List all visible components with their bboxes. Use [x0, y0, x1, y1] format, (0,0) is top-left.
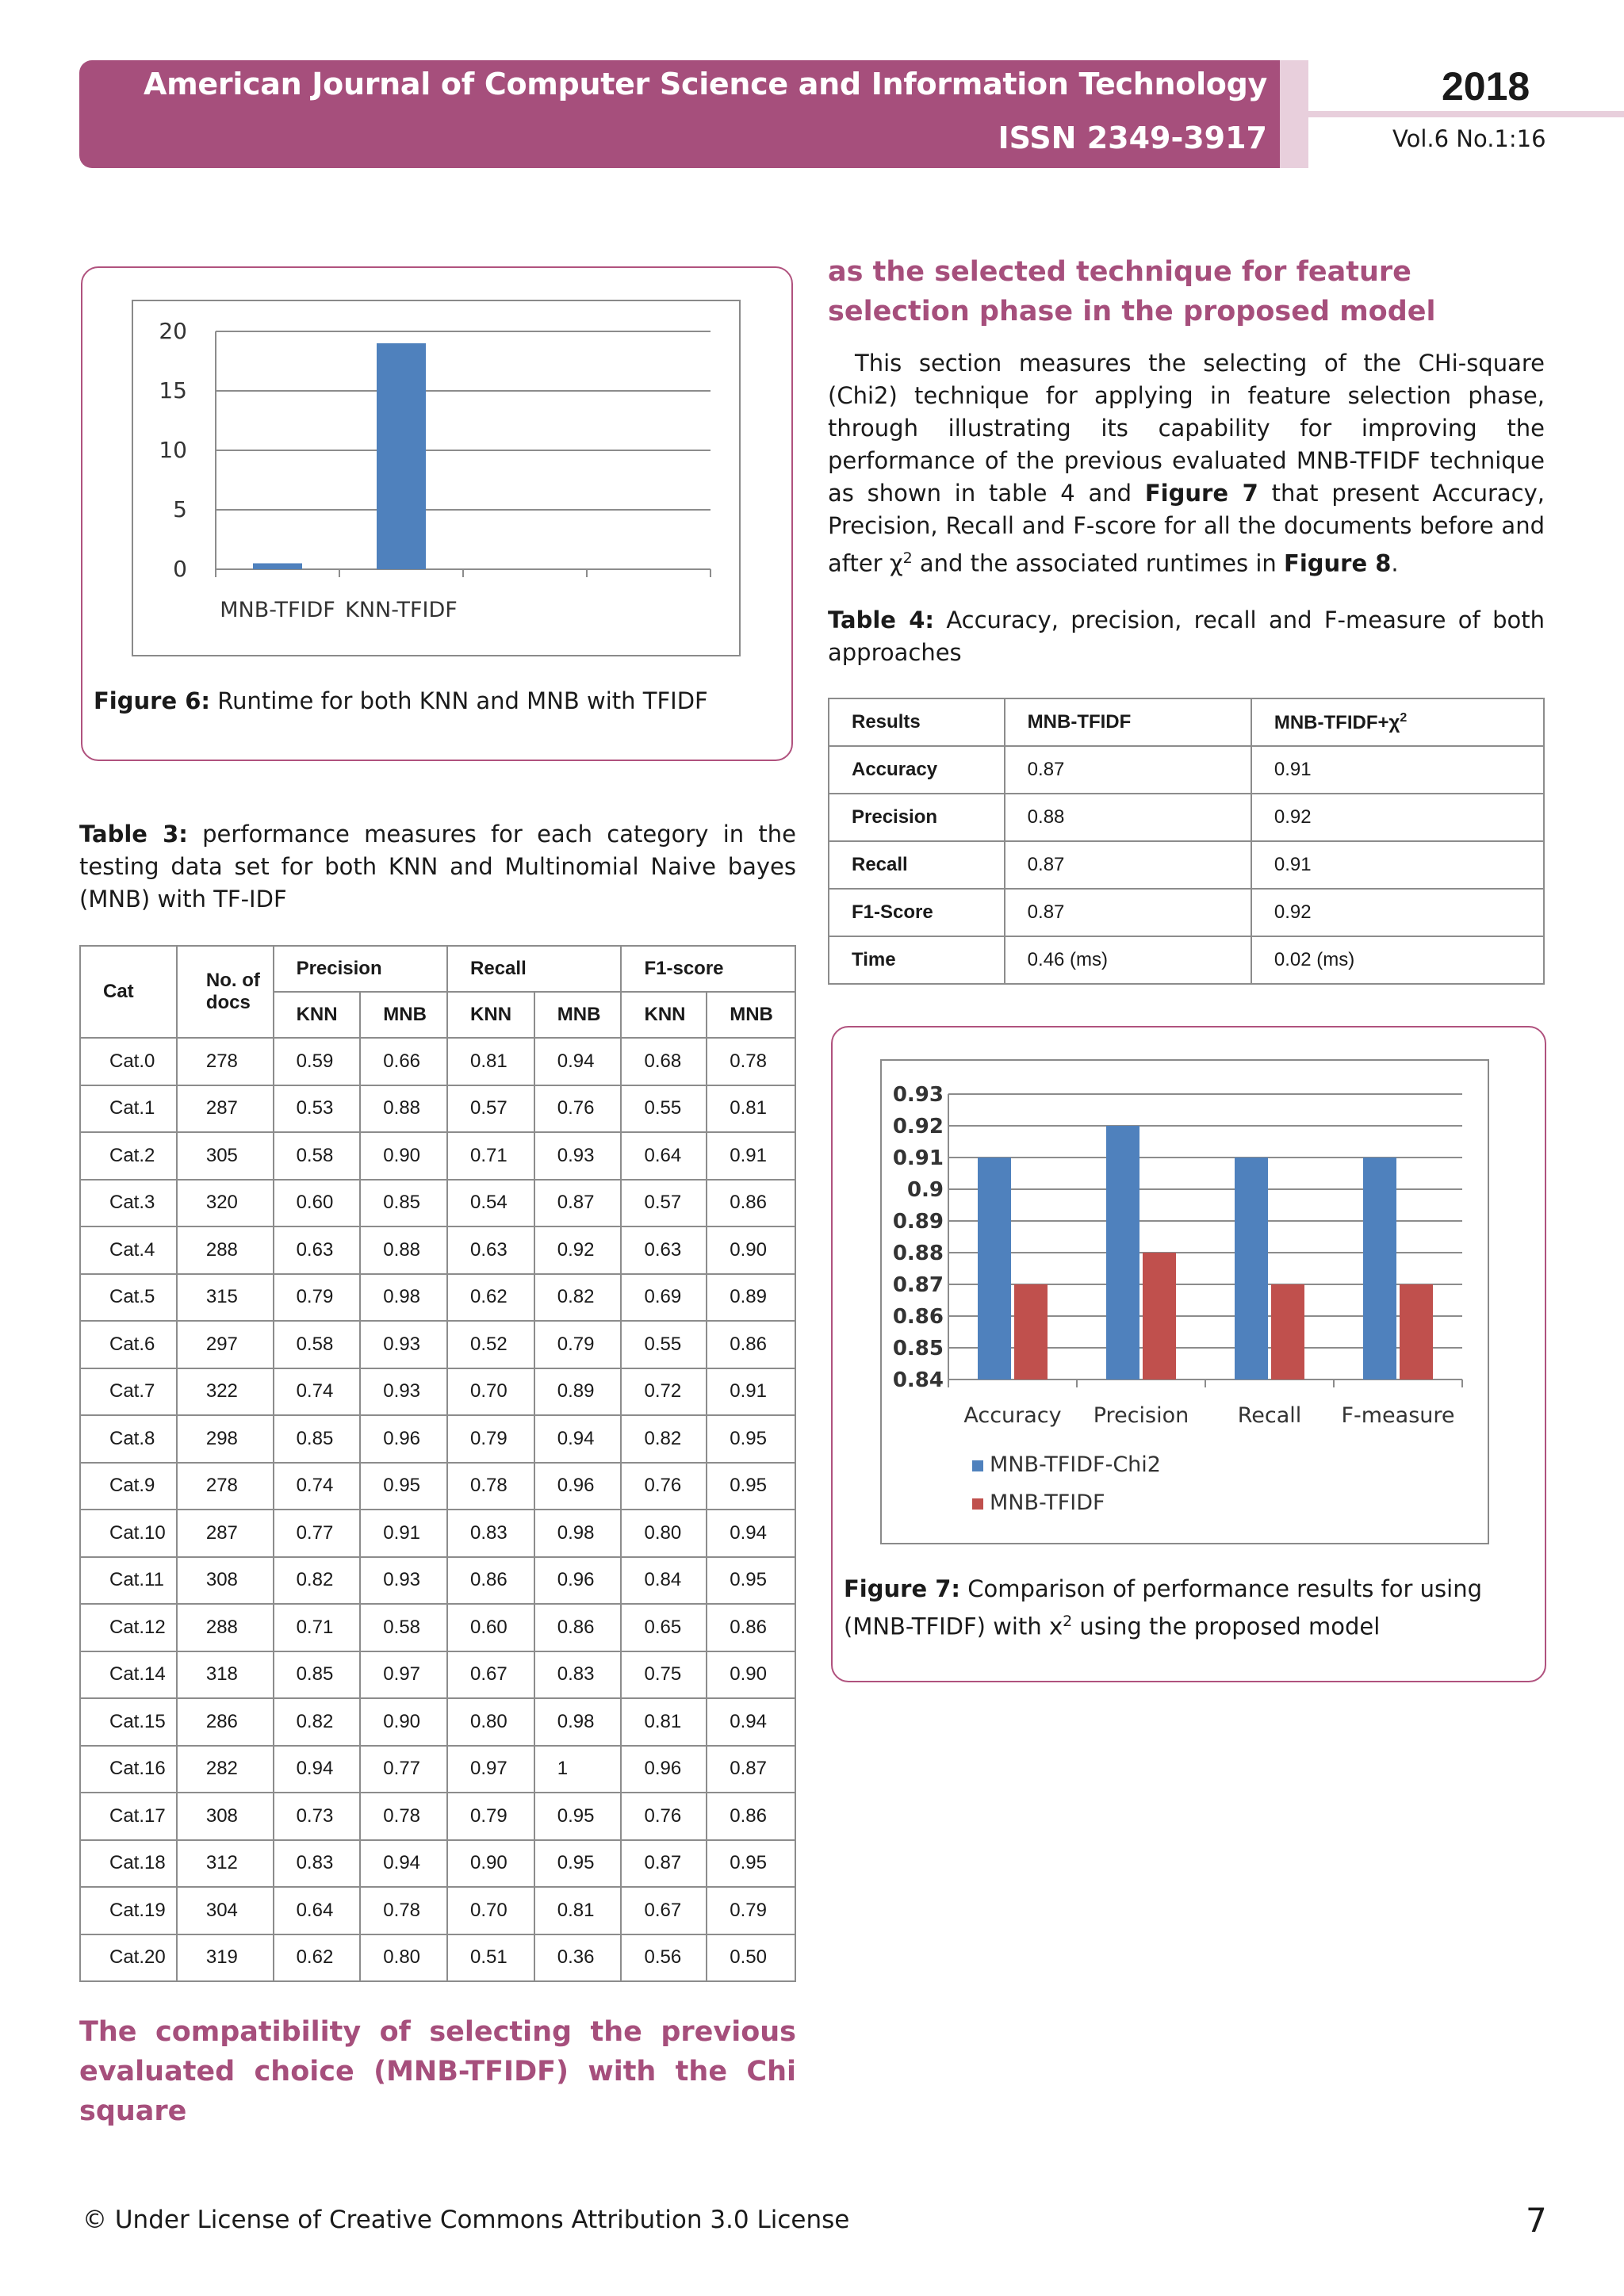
figure6-caption-label: Figure 6: [94, 687, 210, 714]
table3-cell: 0.59 [274, 1038, 361, 1085]
table3-row [80, 1368, 795, 1416]
table4-cell: 0.91 [1251, 746, 1544, 794]
table3-header-knn: KNN [274, 992, 361, 1038]
figure7-caption-text-2: using the proposed model [1072, 1613, 1381, 1640]
table3-row [80, 1038, 795, 1085]
figure6-x-tick-label: MNB-TFIDF [220, 598, 335, 622]
table3-cell: 0.75 [621, 1651, 707, 1699]
table3-cell: 0.89 [707, 1274, 795, 1322]
table3-cell: 0.70 [447, 1368, 534, 1416]
para-bold-figure8: Figure 8 [1284, 549, 1392, 577]
table4-caption-label: Table 4: [828, 607, 934, 633]
table3-cell: 0.95 [707, 1840, 795, 1888]
table3-cell: 0.79 [274, 1274, 361, 1322]
figure7-y-tick-label: 0.93 [892, 1083, 944, 1107]
table3-row [80, 1557, 795, 1605]
table3-cell: 0.77 [274, 1510, 361, 1557]
table3-cell: 0.94 [707, 1510, 795, 1557]
table4-header-results: Results [829, 698, 1005, 746]
table3-cell-category: Cat.9 [80, 1463, 177, 1510]
table3-cell: 0.54 [447, 1180, 534, 1227]
table3-row [80, 1415, 795, 1463]
table3-cell: 305 [177, 1132, 274, 1180]
figure7-legend-label: MNB-TFIDF [990, 1490, 1105, 1515]
table3-cell: 0.62 [274, 1934, 361, 1982]
table4-caption-text: Accuracy, precision, recall and F-measure of both approaches [828, 607, 1545, 666]
table3-cell: 0.58 [274, 1321, 361, 1368]
table3-cell: 0.82 [534, 1274, 622, 1322]
table3-row [80, 1887, 795, 1934]
table4-cell-label: F1-Score [829, 889, 1005, 936]
table3-cell: 0.82 [621, 1415, 707, 1463]
table3-header-knn: KNN [621, 992, 707, 1038]
table3-cell: 0.76 [621, 1463, 707, 1510]
table3-cell: 0.81 [534, 1887, 622, 1934]
figure6-y-tick-label: 10 [159, 437, 187, 463]
table3-cell: 0.63 [621, 1226, 707, 1274]
table3 [79, 945, 796, 1982]
table3-cell: 0.95 [534, 1793, 622, 1840]
table3-cell: 278 [177, 1038, 274, 1085]
table3-cell: 0.65 [621, 1604, 707, 1651]
table3-cell: 0.93 [360, 1368, 447, 1416]
table3-cell: 0.83 [534, 1651, 622, 1699]
header-band-edge [1280, 60, 1308, 168]
table3-cell: 1 [534, 1746, 622, 1793]
figure7-x-tick-label: Accuracy [963, 1403, 1062, 1428]
table3-row [80, 1840, 795, 1888]
table3-cell-category: Cat.12 [80, 1604, 177, 1651]
table4-header-mnb-tfidf: MNB-TFIDF [1005, 698, 1251, 746]
figure7-caption-sup: 2 [1063, 1613, 1073, 1630]
table3-cell: 0.96 [360, 1415, 447, 1463]
figure6-y-tick-label: 5 [173, 496, 187, 522]
table3-cell: 0.98 [360, 1274, 447, 1322]
table3-row [80, 1085, 795, 1133]
table3-cell-category: Cat.4 [80, 1226, 177, 1274]
table3-cell: 0.90 [707, 1226, 795, 1274]
table3-header-mnb: MNB [707, 992, 795, 1038]
figure7-caption [844, 1573, 1530, 1644]
table3-cell: 0.86 [534, 1604, 622, 1651]
figure6-caption [94, 685, 776, 718]
table4-row [829, 794, 1544, 841]
figure7-bar [1014, 1284, 1048, 1380]
table3-cell: 0.69 [621, 1274, 707, 1322]
figure6-bar [253, 564, 302, 570]
figure7-y-tick-label: 0.9 [906, 1178, 944, 1202]
table3-cell-category: Cat.20 [80, 1934, 177, 1982]
para-text-1: This section measures the selecting of the CHi-square (Chi2) technique for applying in feature selection phase, through illustrating its capability for improving the performance of the previous evaluated MNB-TFIDF technique as shown in table 4 and [828, 350, 1545, 507]
table3-cell: 0.79 [534, 1321, 622, 1368]
table3-cell: 0.79 [447, 1415, 534, 1463]
table3-cell: 0.85 [360, 1180, 447, 1227]
table3-cell: 0.64 [274, 1887, 361, 1934]
table3-cell: 304 [177, 1887, 274, 1934]
table3-cell: 0.55 [621, 1321, 707, 1368]
table4-header-chi-text: MNB-TFIDF+χ [1274, 711, 1400, 733]
table3-cell: 0.86 [707, 1180, 795, 1227]
table3-cell: 0.79 [447, 1793, 534, 1840]
figure7-legend-label: MNB-TFIDF-Chi2 [990, 1452, 1161, 1477]
table3-caption [79, 818, 796, 916]
table3-cell: 0.80 [447, 1698, 534, 1746]
table3-cell-category: Cat.5 [80, 1274, 177, 1322]
table3-cell: 0.56 [621, 1934, 707, 1982]
table3-cell: 0.86 [707, 1321, 795, 1368]
table3-cell: 0.68 [621, 1038, 707, 1085]
table3-cell-category: Cat.11 [80, 1557, 177, 1605]
para-superscript: 2 [902, 549, 913, 567]
table3-cell: 0.96 [534, 1463, 622, 1510]
figure6-x-tick-label: KNN-TFIDF [345, 598, 458, 622]
figure7-y-tick-label: 0.87 [892, 1273, 944, 1297]
table3-cell: 0.89 [534, 1368, 622, 1416]
table3-cell: 0.78 [360, 1793, 447, 1840]
table3-cell-category: Cat.14 [80, 1651, 177, 1699]
table3-cell: 0.96 [534, 1557, 622, 1605]
table4-cell: 0.02 (ms) [1251, 936, 1544, 984]
figure7-y-tick-label: 0.84 [892, 1368, 944, 1392]
figure6-chart [132, 300, 742, 658]
table3-cell: 320 [177, 1180, 274, 1227]
table3-cell: 0.77 [360, 1746, 447, 1793]
journal-year: 2018 [1442, 64, 1530, 109]
figure6-y-tick-label: 0 [173, 556, 187, 582]
table4-cell: 0.91 [1251, 841, 1544, 889]
table4-row [829, 936, 1544, 984]
table3-cell: 0.71 [274, 1604, 361, 1651]
table3-cell: 282 [177, 1746, 274, 1793]
table3-row [80, 1274, 795, 1322]
table3-row [80, 1604, 795, 1651]
table3-cell: 0.67 [621, 1887, 707, 1934]
table3-cell: 0.91 [360, 1510, 447, 1557]
left-section-heading: The compatibility of selecting the previous evaluated choice (MNB-TFIDF) with the Chi square [79, 2016, 796, 2127]
table3-cell: 0.93 [360, 1321, 447, 1368]
table3-cell: 0.81 [707, 1085, 795, 1133]
table3-cell: 0.94 [360, 1840, 447, 1888]
table3-row [80, 1132, 795, 1180]
table3-cell: 0.58 [360, 1604, 447, 1651]
table3-cell: 0.57 [447, 1085, 534, 1133]
table3-cell: 0.95 [707, 1463, 795, 1510]
table3-cell: 0.95 [360, 1463, 447, 1510]
table3-cell: 0.91 [707, 1132, 795, 1180]
table3-cell: 0.80 [360, 1934, 447, 1982]
table3-cell: 308 [177, 1557, 274, 1605]
table4-cell: 0.87 [1005, 746, 1251, 794]
table3-row [80, 1321, 795, 1368]
table3-cell: 0.80 [621, 1510, 707, 1557]
table3-cell-category: Cat.6 [80, 1321, 177, 1368]
table3-cell: 0.74 [274, 1463, 361, 1510]
header-divider [1308, 111, 1624, 117]
table3-cell: 0.73 [274, 1793, 361, 1840]
table3-cell: 319 [177, 1934, 274, 1982]
table4-caption [828, 604, 1545, 669]
table3-cell: 0.95 [707, 1415, 795, 1463]
table3-cell: 0.55 [621, 1085, 707, 1133]
table3-cell: 288 [177, 1604, 274, 1651]
figure7-y-tick-label: 0.91 [892, 1146, 944, 1170]
table3-cell: 0.50 [707, 1934, 795, 1982]
figure7-y-tick-label: 0.86 [892, 1305, 944, 1329]
table4-row [829, 841, 1544, 889]
table3-cell-category: Cat.17 [80, 1793, 177, 1840]
table3-cell: 0.72 [621, 1368, 707, 1416]
figure7-bar [1143, 1253, 1176, 1380]
journal-volume: Vol.6 No.1:16 [1392, 125, 1546, 152]
table3-header-docs: No. of docs [177, 946, 274, 1038]
figure7-bar [1271, 1284, 1304, 1380]
table3-cell: 0.58 [274, 1132, 361, 1180]
table3-cell-category: Cat.0 [80, 1038, 177, 1085]
table3-row [80, 1698, 795, 1746]
table3-cell-category: Cat.16 [80, 1746, 177, 1793]
figure6-y-tick-label: 20 [159, 318, 187, 344]
table3-cell: 0.78 [447, 1463, 534, 1510]
table3-cell: 0.81 [621, 1698, 707, 1746]
table3-cell: 0.97 [447, 1746, 534, 1793]
table3-cell: 308 [177, 1793, 274, 1840]
table3-row [80, 1463, 795, 1510]
figure6-y-tick-label: 15 [159, 377, 187, 404]
table3-cell: 0.86 [707, 1604, 795, 1651]
table3-cell: 0.85 [274, 1651, 361, 1699]
table3-row [80, 1746, 795, 1793]
table3-cell: 0.90 [707, 1651, 795, 1699]
table3-header-f1: F1-score [621, 946, 795, 992]
table3-cell: 0.92 [534, 1226, 622, 1274]
figure6-caption-text: Runtime for both KNN and MNB with TFIDF [210, 687, 708, 714]
table3-cell: 0.82 [274, 1557, 361, 1605]
table3-cell: 286 [177, 1698, 274, 1746]
figure7-caption-label: Figure 7: [844, 1575, 960, 1602]
table3-cell: 0.71 [447, 1132, 534, 1180]
table3-cell: 0.94 [707, 1698, 795, 1746]
table3-cell-category: Cat.8 [80, 1415, 177, 1463]
figure7-y-tick-label: 0.92 [892, 1115, 944, 1138]
table3-cell: 297 [177, 1321, 274, 1368]
table3-cell: 0.84 [621, 1557, 707, 1605]
table4 [828, 698, 1545, 985]
table3-cell: 0.57 [621, 1180, 707, 1227]
table3-cell: 0.83 [447, 1510, 534, 1557]
table3-cell: 0.76 [621, 1793, 707, 1840]
figure7-x-tick-label: Recall [1237, 1403, 1302, 1428]
figure7-x-tick-label: Precision [1093, 1403, 1189, 1428]
table3-cell: 288 [177, 1226, 274, 1274]
table3-caption-text: performance measures for each category in the testing data set for both KNN and Multinomial Naive bayes (MNB) with TF-IDF [79, 821, 796, 913]
page-number: 7 [1526, 2201, 1547, 2240]
table3-cell: 0.97 [360, 1651, 447, 1699]
table3-caption-label: Table 3: [79, 821, 188, 848]
table3-cell: 0.94 [534, 1415, 622, 1463]
table4-header-mnb-tfidf-chi [1251, 698, 1544, 746]
table3-cell: 0.87 [621, 1840, 707, 1888]
table4-row [829, 746, 1544, 794]
table3-cell: 0.63 [274, 1226, 361, 1274]
table3-cell: 0.86 [707, 1793, 795, 1840]
figure7-legend-swatch [972, 1460, 983, 1471]
table3-cell: 0.90 [360, 1698, 447, 1746]
table3-cell: 0.62 [447, 1274, 534, 1322]
table3-cell: 0.51 [447, 1934, 534, 1982]
table3-row [80, 1651, 795, 1699]
figure7-bar [1106, 1126, 1139, 1380]
table3-cell: 0.87 [534, 1180, 622, 1227]
table4-cell-label: Accuracy [829, 746, 1005, 794]
table4-cell: 0.87 [1005, 841, 1251, 889]
table3-row [80, 1180, 795, 1227]
table3-cell: 0.36 [534, 1934, 622, 1982]
para-bold-figure7: Figure 7 [1144, 480, 1258, 507]
table3-cell: 0.52 [447, 1321, 534, 1368]
table3-cell: 0.88 [360, 1085, 447, 1133]
table3-cell: 0.82 [274, 1698, 361, 1746]
figure7-chart [880, 1059, 1491, 1546]
table3-header-mnb: MNB [360, 992, 447, 1038]
table3-cell: 0.67 [447, 1651, 534, 1699]
table3-cell: 0.64 [621, 1132, 707, 1180]
table3-cell: 0.70 [447, 1887, 534, 1934]
table3-cell: 322 [177, 1368, 274, 1416]
table3-cell: 312 [177, 1840, 274, 1888]
table3-cell: 0.66 [360, 1038, 447, 1085]
table3-row [80, 1226, 795, 1274]
figure7-x-tick-label: F-measure [1341, 1403, 1455, 1428]
table3-header-knn: KNN [447, 992, 534, 1038]
journal-title: American Journal of Computer Science and Information Technology [144, 67, 1267, 101]
table3-cell: 0.60 [447, 1604, 534, 1651]
table3-cell: 0.90 [447, 1840, 534, 1888]
para-text-4: . [1391, 549, 1399, 577]
figure7-y-tick-label: 0.85 [892, 1337, 944, 1360]
table3-row [80, 1934, 795, 1982]
table4-cell: 0.92 [1251, 794, 1544, 841]
table3-cell: 0.95 [707, 1557, 795, 1605]
table3-cell: 287 [177, 1510, 274, 1557]
table3-cell: 0.88 [360, 1226, 447, 1274]
table3-cell: 318 [177, 1651, 274, 1699]
journal-issn: ISSN 2349-3917 [998, 121, 1267, 155]
table3-cell: 0.94 [534, 1038, 622, 1085]
section-paragraph [828, 347, 1545, 580]
table3-cell: 298 [177, 1415, 274, 1463]
para-text-3: and the associated runtimes in [912, 549, 1285, 577]
table3-cell: 0.85 [274, 1415, 361, 1463]
table3-cell: 287 [177, 1085, 274, 1133]
table4-header-sup: 2 [1400, 710, 1408, 725]
table3-header-recall: Recall [447, 946, 621, 992]
figure6-bar [377, 343, 426, 569]
table3-cell: 0.91 [707, 1368, 795, 1416]
table3-cell: 0.93 [360, 1557, 447, 1605]
table3-cell: 0.95 [534, 1840, 622, 1888]
table3-row [80, 1793, 795, 1840]
table4-cell-label: Time [829, 936, 1005, 984]
table3-cell: 0.86 [447, 1557, 534, 1605]
table3-cell: 0.81 [447, 1038, 534, 1085]
figure7-y-tick-label: 0.89 [892, 1210, 944, 1234]
table3-header-cat: Cat [80, 946, 177, 1038]
table3-header-precision: Precision [274, 946, 447, 992]
figure7-bar [978, 1158, 1011, 1380]
table3-cell: 0.79 [707, 1887, 795, 1934]
license-footer: © Under License of Creative Commons Attribution 3.0 License [82, 2206, 850, 2234]
table3-cell: 0.90 [360, 1132, 447, 1180]
table4-cell-label: Precision [829, 794, 1005, 841]
table4-cell: 0.87 [1005, 889, 1251, 936]
right-section-heading: as the selected technique for feature selection phase in the proposed model [828, 256, 1436, 327]
table3-cell: 0.94 [274, 1746, 361, 1793]
table3-cell-category: Cat.15 [80, 1698, 177, 1746]
table3-cell: 278 [177, 1463, 274, 1510]
table3-cell: 315 [177, 1274, 274, 1322]
table3-cell: 0.74 [274, 1368, 361, 1416]
table3-cell: 0.83 [274, 1840, 361, 1888]
table3-cell: 0.93 [534, 1132, 622, 1180]
table4-cell: 0.92 [1251, 889, 1544, 936]
figure7-caption-text-1: Comparison of performance results for using (MNB-TFIDF) with x [844, 1575, 1482, 1640]
table3-cell: 0.76 [534, 1085, 622, 1133]
table3-row [80, 1510, 795, 1557]
table4-cell: 0.46 (ms) [1005, 936, 1251, 984]
figure7-y-tick-label: 0.88 [892, 1242, 944, 1265]
table4-cell-label: Recall [829, 841, 1005, 889]
table3-cell: 0.78 [707, 1038, 795, 1085]
table3-cell-category: Cat.2 [80, 1132, 177, 1180]
table3-cell: 0.53 [274, 1085, 361, 1133]
table3-cell: 0.96 [621, 1746, 707, 1793]
table3-cell: 0.78 [360, 1887, 447, 1934]
figure7-bar [1363, 1158, 1396, 1380]
table3-cell: 0.98 [534, 1510, 622, 1557]
table3-cell-category: Cat.3 [80, 1180, 177, 1227]
figure7-bar [1400, 1284, 1433, 1380]
table3-header-mnb: MNB [534, 992, 622, 1038]
table3-cell-category: Cat.1 [80, 1085, 177, 1133]
para-text-2: that present Accuracy, Precision, Recall and F-score for all the documents before and after χ [828, 480, 1545, 577]
table3-cell: 0.87 [707, 1746, 795, 1793]
table3-cell: 0.98 [534, 1698, 622, 1746]
table4-cell: 0.88 [1005, 794, 1251, 841]
table3-cell-category: Cat.19 [80, 1887, 177, 1934]
table4-row [829, 889, 1544, 936]
figure7-bar [1235, 1158, 1268, 1380]
figure7-legend-swatch [972, 1498, 983, 1510]
table3-cell-category: Cat.18 [80, 1840, 177, 1888]
table3-cell-category: Cat.10 [80, 1510, 177, 1557]
table3-cell: 0.63 [447, 1226, 534, 1274]
table3-cell: 0.60 [274, 1180, 361, 1227]
table3-cell-category: Cat.7 [80, 1368, 177, 1416]
